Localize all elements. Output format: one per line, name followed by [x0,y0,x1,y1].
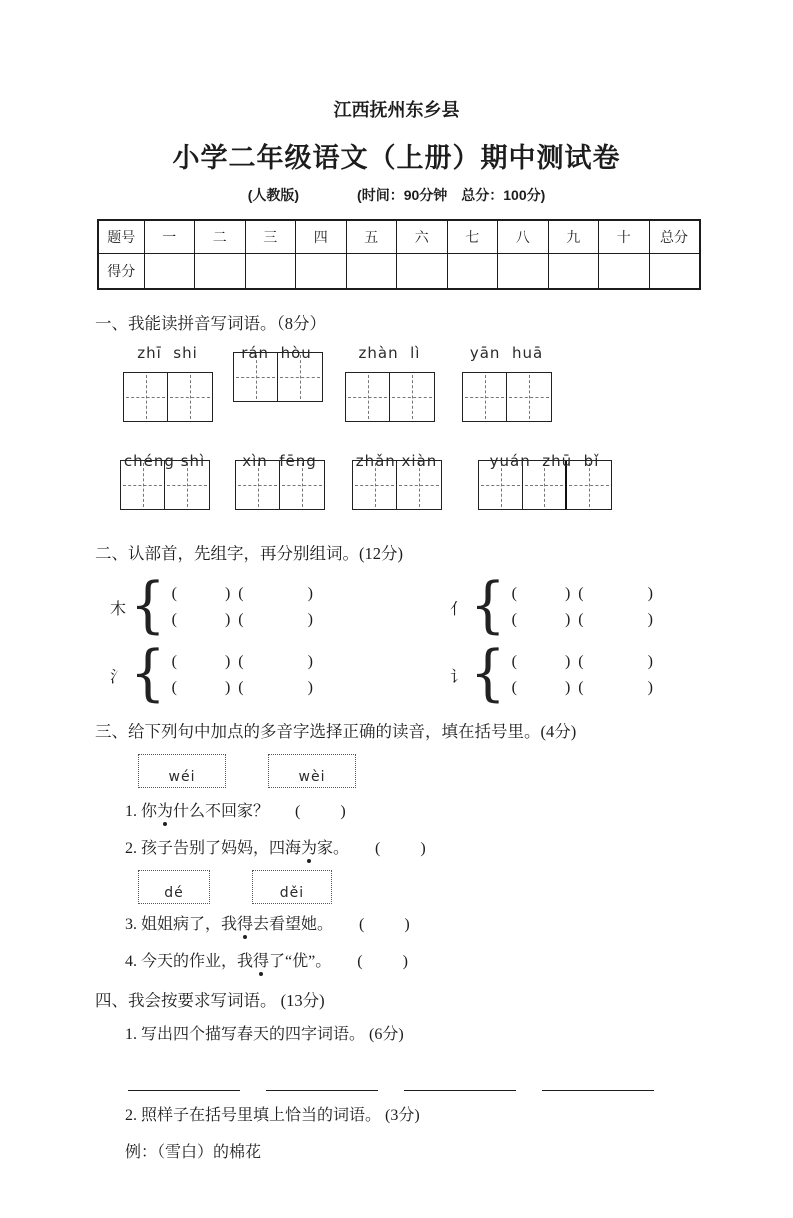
col-10: 十 [599,220,650,253]
radical-char: 亻 [449,600,466,618]
edition-label: (人教版) [247,187,300,203]
section1-heading: 一、我能读拼音写词语。（8分） [95,314,326,333]
grid-cell [124,373,168,421]
grid-cell [346,373,390,421]
pinyin-option: wèi [298,769,326,785]
brace-icon: { [130,569,166,641]
subtitle [0,185,793,205]
pinyin-label: xìn fēng [242,452,317,470]
dotted-character: 得 [253,953,270,970]
col-8: 八 [498,220,549,253]
word-blank-line: ( ) ( ) [511,653,653,670]
answer-parentheses: ( ) [375,840,426,857]
radical-char: 木 [109,600,126,618]
sentence-text: 2. 孩子告别了妈妈，四海 [125,840,302,857]
pinyin-label: zhī shi [137,344,198,362]
dotted-character: 为 [157,803,174,820]
pronunciation-box [252,870,332,904]
pinyin-option: wéi [168,769,196,785]
question-item [125,799,793,825]
pronunciation-options-row-1 [0,754,793,788]
pinyin-label: yuán zhū bǐ [489,452,600,470]
sentence-text: 家。 [317,840,350,857]
question-item [125,912,793,938]
radical-group [108,637,448,709]
sentence-text: 4. 今天的作业，我 [125,953,254,970]
word-blank-line: ( ) ( ) [171,611,313,628]
answer-parentheses: ( ) [359,916,410,933]
pinyin-label: rán hòu [241,344,312,362]
col-total: 总分 [649,220,700,253]
score-cell [296,253,347,289]
section4-heading: 四、我会按要求写词语。 (13分) [95,991,325,1010]
score-cell [548,253,599,289]
section4-example: 例：（雪白）的棉花 [125,1144,262,1161]
radical-group [448,569,793,641]
pronunciation-box [138,870,210,904]
table-row-scores [98,253,700,289]
sentence-text: 什么不回家？ [173,803,270,820]
blank-line [542,1090,654,1091]
grid-cell [168,373,212,421]
col-6: 六 [397,220,448,253]
pinyin-label: zhǎn xiàn [355,452,438,470]
word-blank-line: ( ) ( ) [511,679,653,696]
section4-sub1: 1. 写出四个描写春天的四字词语。 (6分) [125,1026,404,1043]
brace-icon: { [130,637,166,709]
pronunciation-box [138,754,226,788]
blank-line [266,1090,378,1091]
score-row-header: 得分 [98,253,144,289]
section2-heading: 二、认部首，先组字，再分别组词。(12分) [95,544,403,563]
col-3: 三 [245,220,296,253]
col-5: 五 [346,220,397,253]
score-cell [498,253,549,289]
radical-group [108,569,448,641]
pinyin-label: zhàn lì [358,344,421,362]
pinyin-label: yān huā [469,344,544,362]
pronunciation-box [268,754,356,788]
score-cell [245,253,296,289]
time-score-label: (时间：90分钟 总分：100分) [357,187,546,203]
question-item [125,949,793,975]
col-7: 七 [447,220,498,253]
col-1: 一 [144,220,195,253]
col-4: 四 [296,220,347,253]
radical-char: 氵 [109,668,126,686]
page-title: 小学二年级语文（上册）期中测试卷 [172,143,621,173]
table-row-question-numbers [98,220,700,253]
exam-paper-page [0,96,793,1218]
brace-icon: { [470,569,506,641]
score-cell [447,253,498,289]
radical-groups [0,569,793,709]
score-cell [397,253,448,289]
pinyin-grid-row-2 [0,452,793,510]
score-table [97,219,701,290]
score-cell [144,253,195,289]
sentence-text: 了“优”。 [269,953,332,970]
answer-parentheses: ( ) [295,803,346,820]
grid-cell [463,373,507,421]
score-cell [195,253,246,289]
sentence-text: 1. 你 [125,803,158,820]
answer-parentheses: ( ) [357,953,408,970]
pinyin-grid-row-1 [0,344,793,422]
grid-cell [507,373,551,421]
word-blank-line: ( ) ( ) [511,585,653,602]
score-table-header: 题号 [98,220,144,253]
blank-lines-row [0,1078,793,1080]
word-blank-line: ( ) ( ) [171,653,313,670]
pinyin-label: chéng shì [123,452,206,470]
pinyin-option: dé [164,885,184,901]
section3-heading: 三、给下列句中加点的多音字选择正确的读音，填在括号里。(4分) [95,722,577,741]
region-title: 江西抚州东乡县 [333,100,460,120]
pinyin-option: děi [279,885,305,901]
blank-line [128,1090,240,1091]
radical-char: 讠 [449,668,466,686]
grid-cell [390,373,434,421]
hanzi-grid [123,372,213,422]
col-2: 二 [195,220,246,253]
score-cell [649,253,700,289]
sentence-text: 去看望她。 [253,916,334,933]
word-blank-line: ( ) ( ) [171,585,313,602]
score-cell [599,253,650,289]
blank-line [404,1090,516,1091]
pronunciation-options-row-2 [0,870,793,904]
question-item [125,836,793,862]
section4-sub2: 2. 照样子在括号里填上恰当的词语。 (3分) [125,1107,420,1124]
dotted-character: 为 [301,840,318,857]
radical-group [448,637,793,709]
sentence-text: 3. 姐姐病了，我 [125,916,238,933]
col-9: 九 [548,220,599,253]
hanzi-grid [345,372,435,422]
word-blank-line: ( ) ( ) [171,679,313,696]
word-blank-line: ( ) ( ) [511,611,653,628]
brace-icon: { [470,637,506,709]
hanzi-grid [462,372,552,422]
score-cell [346,253,397,289]
dotted-character: 得 [237,916,254,933]
